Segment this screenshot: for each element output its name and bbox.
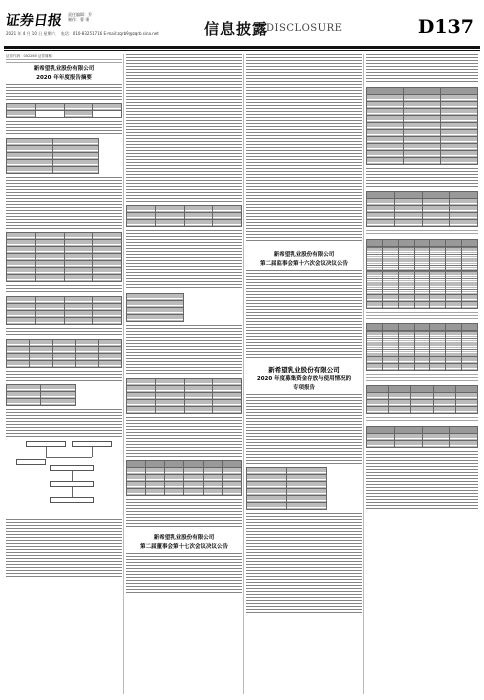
diagram-connector [72, 471, 73, 481]
data-table [6, 296, 122, 325]
stock-code-line: 证券代码：002265 证券简称： [6, 54, 56, 58]
article-title: 专项报告 [292, 385, 315, 391]
column-1 [6, 54, 122, 694]
body-text [6, 285, 122, 293]
body-text [126, 54, 242, 202]
article-title: 第二届监事会第十六次会议决议公告 [259, 261, 348, 267]
data-table [6, 103, 122, 118]
body-text [126, 553, 242, 593]
data-table [366, 239, 478, 309]
data-table [126, 460, 242, 496]
diagram-connector [46, 447, 47, 457]
body-text [366, 374, 478, 382]
body-text [126, 417, 242, 457]
masthead [4, 6, 480, 46]
body-text [366, 312, 478, 320]
issue-date-line [6, 31, 159, 37]
body-text [6, 84, 122, 100]
diagram-box [16, 459, 46, 465]
column-divider [123, 54, 124, 694]
article-company: 新希望乳业股份有限公司 [33, 66, 95, 72]
body-text [6, 328, 122, 336]
body-text [246, 394, 362, 464]
article-company: 新希望乳业股份有限公司 [268, 366, 340, 374]
data-table [126, 293, 184, 322]
body-text [126, 325, 242, 375]
ownership-diagram [6, 439, 122, 519]
body-text [6, 409, 122, 439]
column-4 [366, 54, 478, 694]
data-table [126, 378, 242, 414]
body-text [366, 168, 478, 188]
newspaper-logo: 证券日报 [4, 13, 63, 29]
diagram-connector [92, 447, 93, 457]
data-table [126, 205, 242, 227]
body-text [6, 371, 122, 381]
column-3 [246, 54, 362, 694]
body-text [366, 230, 478, 236]
body-text [246, 270, 362, 360]
body-text [126, 230, 242, 290]
masthead-meta [68, 12, 92, 22]
column-divider [243, 54, 244, 694]
column-divider [363, 54, 364, 694]
body-text [6, 177, 122, 229]
diagram-connector [72, 487, 73, 497]
data-table [6, 138, 99, 174]
data-table [366, 191, 478, 227]
body-text [246, 54, 362, 242]
page-number: D137 [417, 16, 474, 38]
data-table [6, 339, 122, 368]
article-company: 新希望乳业股份有限公司 [153, 535, 215, 541]
diagram-connector [46, 457, 92, 458]
diagram-box [50, 497, 94, 503]
body-text [126, 499, 242, 529]
masthead-rule-thin [4, 50, 480, 51]
section-title-en: DISCLOSURE [266, 23, 343, 34]
data-table [246, 467, 327, 510]
body-text [366, 451, 478, 511]
article-title: 第二届董事会第十七次会议决议公告 [139, 544, 228, 550]
issue-date: 2021 年 4 月 10 日 星期六 [6, 31, 56, 36]
column-2 [126, 54, 242, 694]
data-table [366, 426, 478, 448]
body-text [366, 54, 478, 84]
body-text [366, 417, 478, 423]
article-title: 2020 年年度报告摘要 [36, 75, 92, 81]
data-table [366, 323, 478, 371]
data-table [366, 87, 478, 165]
data-table [366, 385, 478, 414]
production-line: 制作：曹 秉 [68, 17, 90, 22]
editor-line: 责任编辑：乔 [68, 12, 92, 17]
masthead-rule [4, 46, 480, 49]
section-title: 信息披露 [204, 20, 269, 38]
data-table [6, 232, 122, 282]
article-company: 新希望乳业股份有限公司 [273, 252, 335, 258]
data-table [6, 384, 76, 406]
body-text [246, 513, 362, 613]
body-text [6, 59, 122, 64]
article-title: 2020 年度募集资金存放与使用情况的 [256, 376, 352, 382]
contact-info: 电话：010-83251716 E-mail:zqrb9@zqrb.sina.net [60, 31, 159, 36]
body-text [6, 121, 122, 135]
body-text [6, 519, 122, 579]
